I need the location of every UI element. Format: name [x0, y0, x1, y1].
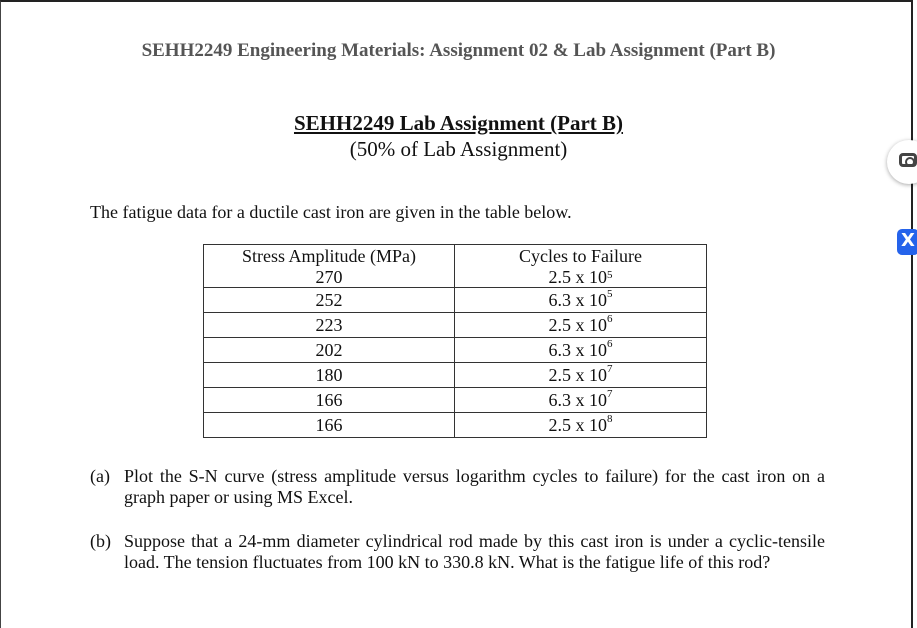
- table-row: [204, 388, 707, 413]
- question-b-text: Suppose that a 24-mm diameter cylindrical rod made by this cast iron is under a cyclic-tensile load. The tension fluctuates from 100 kN to 330.8 kN. What is the fatigue life of this rod?: [124, 531, 825, 572]
- table-row: [204, 267, 707, 288]
- table-row: [204, 363, 707, 388]
- cycles-cell: 2.5 x $10^5$: [455, 267, 707, 288]
- extension-button[interactable]: [897, 229, 917, 255]
- table-row: [204, 338, 707, 363]
- stress-cell: 270: [204, 267, 455, 288]
- fatigue-data-table: [203, 244, 707, 438]
- header-cycles: Cycles to Failure: [455, 245, 707, 268]
- page-header: SEHH2249 Engineering Materials: Assignment 02 & Lab Assignment (Part B): [141, 40, 776, 61]
- question-a: [90, 466, 825, 508]
- table-row: [204, 288, 707, 313]
- stress-cell: 202: [204, 338, 455, 363]
- camera-icon: [899, 153, 917, 167]
- stress-cell: 166: [204, 388, 455, 413]
- cycles-cell: 6.3 x $10^7$: [455, 388, 707, 413]
- table-header-row: [204, 245, 707, 268]
- assignment-title: [0, 110, 917, 162]
- question-a-text: Plot the S-N curve (stress amplitude versus logarithm cycles to failure) for the cast iron on a graph paper or using MS Excel.: [124, 466, 825, 507]
- question-b: [90, 531, 825, 573]
- intro-text: The fatigue data for a ductile cast iron are given in the table below.: [90, 202, 572, 222]
- cycles-cell: 6.3 x $10^5$: [455, 288, 707, 313]
- header-stress: Stress Amplitude (MPa): [204, 245, 455, 268]
- stress-cell: 166: [204, 413, 455, 438]
- stress-cell: 252: [204, 288, 455, 313]
- question-b-label: (b): [90, 531, 111, 551]
- cycles-cell: 2.5 x $10^7$: [455, 363, 707, 388]
- title-sub: (50% of Lab Assignment): [349, 137, 568, 161]
- cycles-cell: 2.5 x $10^6$: [455, 313, 707, 338]
- stress-cell: 223: [204, 313, 455, 338]
- stress-cell: 180: [204, 363, 455, 388]
- question-a-label: (a): [90, 466, 110, 486]
- title-main: SEHH2249 Lab Assignment (Part B): [293, 111, 624, 135]
- x-icon: X: [901, 230, 915, 251]
- table-row: [204, 413, 707, 438]
- table-row: [204, 313, 707, 338]
- cycles-cell: 6.3 x $10^6$: [455, 338, 707, 363]
- cycles-cell: 2.5 x $10^8$: [455, 413, 707, 438]
